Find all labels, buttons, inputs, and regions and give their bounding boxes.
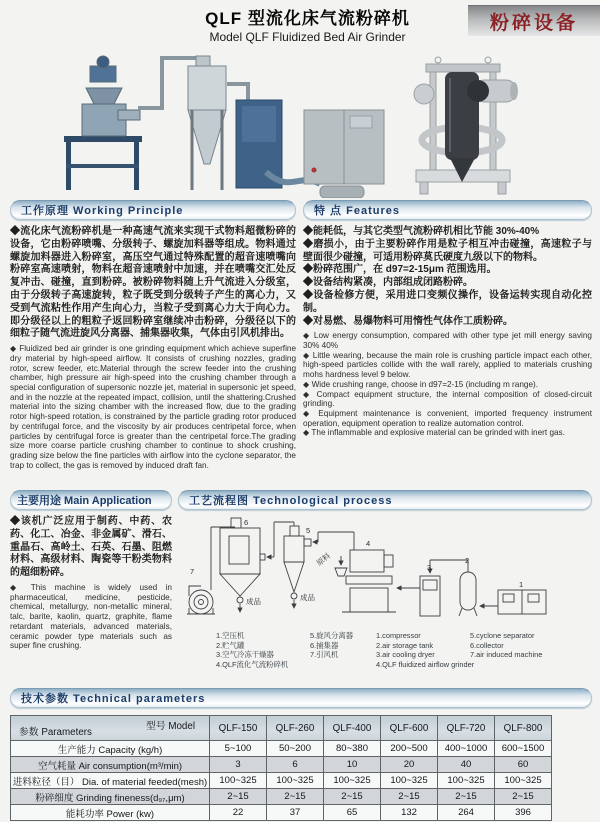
legend-item: 1.空压机 — [216, 631, 245, 640]
diagram-number-4: 4 — [366, 539, 371, 548]
application-heading: 主要用途 Main Application — [10, 490, 172, 510]
table-row — [11, 741, 552, 757]
legend-item: 4.QLF流化气流粉碎机 — [216, 659, 289, 669]
process-legend — [178, 631, 592, 675]
application-text-en: ◆ This machine is widely used in pharmaceutical, medicine, pesticide, chemical, metallurgy, non-metallic mineral, talc, barite, kaolin, quartz, graphite, flame retardant materials, advanced materials, ceramic powder type materials such as super fine crushing. — [10, 582, 172, 651]
application-text-cn: ◆该机广泛应用于制药、中药、农药、化工、冶金、非金属矿、滑石、重晶石、高岭土、石英、石墨、阻燃材料、高级材料、陶瓷等干粉类物料的超细粉碎。 — [10, 516, 172, 579]
features-heading: 特 点 Features — [303, 200, 592, 220]
cell: 2~15 — [495, 789, 552, 805]
model-header: QLF-720 — [438, 716, 495, 741]
cell: 132 — [381, 805, 438, 821]
cell: 100~325 — [324, 773, 381, 789]
row-label: 空气耗量 Air consumption(m³/min) — [11, 757, 210, 773]
bag-filter-shape — [236, 100, 282, 188]
feature-item-cn: ◆设备结构紧凑，内部组成闭路粉碎。 — [303, 277, 473, 289]
cell: 10 — [324, 757, 381, 773]
legend-column-en-1 — [376, 631, 474, 669]
cell: 100~325 — [210, 773, 267, 789]
dryer-shape — [397, 576, 440, 616]
legend-item: 2.air storage tank — [376, 640, 434, 650]
cell: 6 — [267, 757, 324, 773]
legend-item: 2.贮气罐 — [216, 640, 245, 650]
cell: 100~325 — [495, 773, 552, 789]
diagram-number-6: 6 — [244, 518, 249, 527]
feature-item-en: ◆ Compact equipment structure, the internal composition of closed-circuit grinding. — [303, 389, 592, 409]
cell: 3 — [210, 757, 267, 773]
cell: 2~15 — [438, 789, 495, 805]
diagram-number-1: 1 — [519, 580, 524, 589]
parameters-table — [10, 715, 552, 821]
legend-item: 5.旋风分离器 — [310, 631, 354, 640]
cell: 40 — [438, 757, 495, 773]
product-photos — [0, 42, 600, 200]
legend-item: 3.空气冷冻干燥器 — [216, 650, 274, 659]
model-header: QLF-150 — [210, 716, 267, 741]
diagram-number-7: 7 — [190, 567, 195, 576]
cell: 65 — [324, 805, 381, 821]
legend-item: 1.compressor — [376, 631, 421, 640]
section-features — [303, 200, 592, 488]
cyclone-shape — [188, 56, 226, 190]
cell: 396 — [495, 805, 552, 821]
section-application — [10, 490, 172, 686]
cell: 80~380 — [324, 741, 381, 757]
grinder-shape — [335, 550, 396, 612]
grinder-photo — [398, 42, 528, 200]
cell: 37 — [267, 805, 324, 821]
process-flow-diagram — [178, 512, 592, 628]
cell: 2~15 — [210, 789, 267, 805]
process-heading: 工艺流程图 Technological process — [178, 490, 592, 510]
cell: 200~500 — [381, 741, 438, 757]
row-label: 能耗功率 Power (kw) — [11, 805, 210, 821]
model-header: QLF-600 — [381, 716, 438, 741]
parameters-heading: 技术参数 Technical parameters — [10, 688, 592, 708]
cell: 2~15 — [267, 789, 324, 805]
model-header: QLF-260 — [267, 716, 324, 741]
cell: 100~325 — [438, 773, 495, 789]
legend-item: 3.air cooling dryer — [376, 650, 435, 659]
compressor-shape — [480, 590, 546, 614]
model-header: QLF-400 — [324, 716, 381, 741]
section-process — [178, 490, 592, 686]
legend-item: 5.cyclone separator — [470, 631, 535, 640]
finished-product-label: 成品 — [246, 597, 261, 606]
working-principle-text-cn: ◆流化床气流粉碎机是一种高速气流来实现干式物料超微粉碎的设备，它由粉碎喷嘴、分级转子、螺旋加料器等组成。物料通过螺旋加料器进入粉碎室，高压空气通过特殊配置的超音速喷嘴向粉碎室高速喷射，物料在超音速喷射中加速，并在喷嘴交汇处反复冲击、碰撞，直到粉碎。被粉碎物料随上升气流进入分级室，由于分级转子高速旋转，粒子既受到分级转子产生的离心力，又受到气流粘性作用产生向心力，当粒子受到离心力大于向心力。即分级径以上的粗粒子返回粉碎室继续冲击粉碎，分级径以下的细粒子随气流进旋风分离器、捕集器收集，气体由引风机排出。 — [10, 226, 296, 340]
working-principle-heading: 工作原理 Working Principle — [10, 200, 296, 220]
cell: 22 — [210, 805, 267, 821]
corner-model-label: 型号 Model — [146, 721, 195, 732]
cell: 60 — [495, 757, 552, 773]
page-title-cn: QLF 型流化床气流粉碎机 — [205, 9, 410, 28]
feature-item-cn: ◆设备检修方便，采用进口变频仪操作，设备运转实现自动化控制。 — [303, 289, 592, 314]
raw-material-label: 原料 — [314, 551, 333, 568]
cell: 2~15 — [381, 789, 438, 805]
feature-item-cn: ◆粉碎范围广，在 d97=2-15μm 范围选用。 — [303, 264, 497, 276]
feature-item-en: ◆ Wide crushing range, choose in d97=2-15 (including m range). — [303, 379, 538, 389]
table-header-row — [11, 716, 552, 741]
corner-param-label: 参数 Parameters — [19, 727, 92, 738]
legend-item: 4.QLF fluidized airflow grinder — [376, 659, 475, 669]
legend-item: 7.air induced machine — [470, 650, 543, 659]
cell: 5~100 — [210, 741, 267, 757]
legend-column-cn-2 — [310, 631, 353, 660]
row-label: 粉碎细度 Grinding fineness(d₉₇,μm) — [11, 789, 210, 805]
fan-shape — [187, 527, 235, 614]
feature-item-en: ◆ Low energy consumption, compared with other type jet mill energy saving 30% 40% — [303, 331, 592, 351]
diagram-number-5: 5 — [306, 526, 311, 535]
section-working-principle — [10, 200, 296, 488]
diagram-number-3: 3 — [427, 563, 432, 572]
feature-item-en: ◆ Equipment maintenance is convenient, imported frequency instrument operation, equipment operation to realize automation control. — [303, 409, 592, 428]
legend-item: 7.引风机 — [310, 650, 339, 659]
cell: 20 — [381, 757, 438, 773]
cell: 100~325 — [267, 773, 324, 789]
row-label: 生产能力 Capacity (kg/h) — [11, 741, 210, 757]
legend-item: 6.捕集器 — [310, 640, 339, 650]
legend-column-en-2 — [470, 631, 542, 660]
cell: 400~1000 — [438, 741, 495, 757]
working-principle-text-en: ◆ Fluidized bed air grinder is one grinding equipment which achieve superfine dry material by high-speed airflow. It consists of crushing nozzles, grading rotor, screw feeder, etc.Material through the screw feeder into the crushing chamber, high pressure air high-speed into the crushing chamber through a special configuration of supersonic nozzle jet, material in supersonic jet speed, and in the nozzle at the repeated impact, collision, until the shattering.Crushed material into the sizing chamber with the increased flow, due to the grading rotor high-speed rotation, is constrained by the particle grading rotor produced by centrifugal force, and the viscosity by air produces centripetal force, when particles by centrifugal force is greater than the centripetal force.The grading size more coarse particle crushing chamber to continue to shock crushing, grading size below the fine particles with airflow into the cyclone separator, the trap to collect, the gas is removed by induced draft fan. — [10, 344, 296, 470]
table-row — [11, 757, 552, 773]
page-title-en: Model QLF Fluidized Bed Air Grinder — [209, 30, 406, 44]
cell: 264 — [438, 805, 495, 821]
feature-item-en: ◆ Little wearing, because the main role is crushing particle impact each other, high-speed particles collide with the wall rarely, applied to materials crushing mohs hardness level 9 below. — [303, 350, 592, 380]
table-row — [11, 789, 552, 805]
feature-item-cn: ◆能耗低，与其它类型气流粉碎机相比节能 30%-40% — [303, 226, 540, 237]
cell: 600~1500 — [495, 741, 552, 757]
feature-item-cn: ◆磨损小，由于主要粉碎作用是粒子相互冲击碰撞，高速粒子与壁面很少碰撞，可适用粉碎莫氏硬度九级以下的物料。 — [303, 238, 592, 263]
table-corner-cell — [11, 716, 210, 741]
page-header — [150, 4, 465, 44]
cell: 2~15 — [324, 789, 381, 805]
legend-item: 6.collector — [470, 640, 504, 650]
features-list-en — [303, 331, 592, 438]
system-photo — [52, 44, 394, 198]
section-parameters — [10, 688, 592, 821]
cell: 50~200 — [267, 741, 324, 757]
table-row — [11, 805, 552, 821]
feature-item-en: ◆ The inflammable and explosive material can be grinded with inert gas. — [303, 428, 565, 438]
finished-product-label: 成品 — [300, 593, 315, 602]
row-label: 进料粒径（目） Dia. of material feeded(mesh) — [11, 773, 210, 789]
cell: 100~325 — [381, 773, 438, 789]
feature-item-cn: ◆对易燃、易爆物料可用惰性气体作工质粉碎。 — [303, 315, 513, 327]
category-badge: 粉碎设备 — [468, 5, 600, 36]
model-header: QLF-800 — [495, 716, 552, 741]
diagram-number-2: 2 — [465, 556, 470, 565]
legend-column-cn-1 — [216, 631, 288, 669]
mill-unit-shape — [64, 56, 142, 190]
table-row — [11, 773, 552, 789]
features-list-cn — [303, 226, 592, 328]
